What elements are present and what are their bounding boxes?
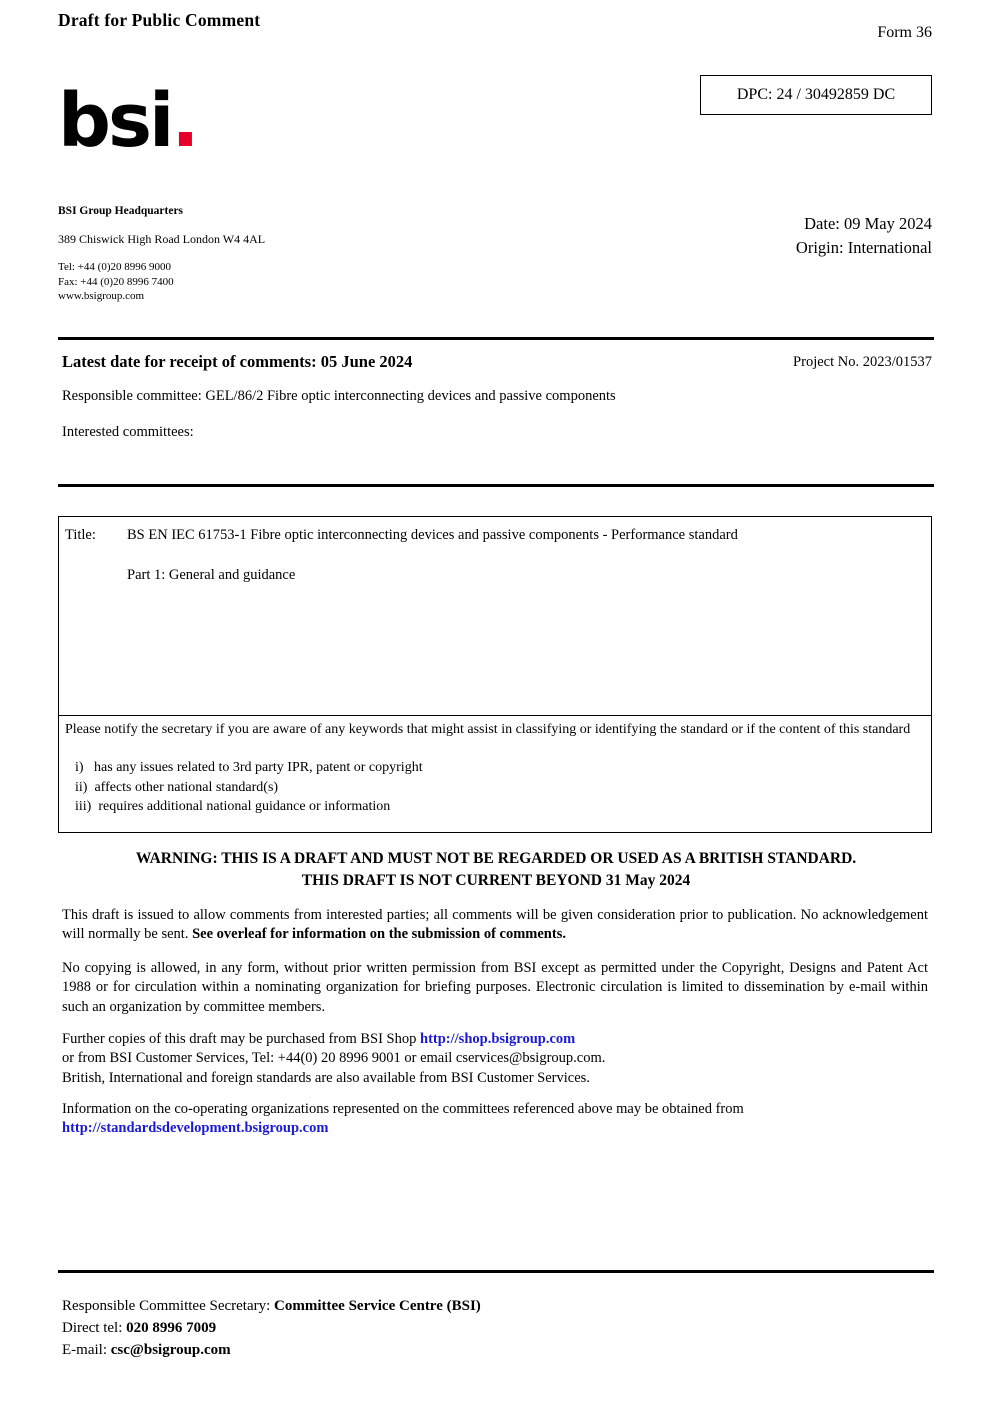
bsi-logo-dot: . (171, 78, 197, 164)
address-org: BSI Group Headquarters (58, 205, 184, 217)
address-tel: Tel: +44 (0)20 8996 9000 (58, 261, 171, 274)
bsi-logo (58, 78, 197, 164)
keywords-item-list (75, 758, 423, 817)
document-date: Date: 09 May 2024 (804, 214, 932, 233)
draft-title: Draft for Public Comment (58, 10, 261, 30)
keywords-intro: Please notify the secretary if you are aware of any keywords that might assist in classifying or identifying the standard or if the content of this standard (65, 722, 911, 737)
standard-title: BS EN IEC 61753-1 Fibre optic interconnecting devices and passive components - Performance standard (127, 527, 738, 543)
email-value[interactable]: csc@bsigroup.com (110, 1341, 231, 1358)
dpc-reference-box (700, 75, 932, 115)
standards-development-link[interactable]: http://standardsdevelopment.bsigroup.com (62, 1120, 329, 1137)
responsible-committee: Responsible committee: GEL/86/2 Fibre optic interconnecting devices and passive components (62, 388, 616, 404)
list-item: iii) requires additional national guidance or information (75, 799, 391, 815)
title-label: Title: (65, 527, 96, 543)
cooperating-orgs-text: Information on the co-operating organizations represented on the committees referenced above may be obtained from (62, 1101, 744, 1117)
copies-line-3: British, International and foreign standards are also available from BSI Customer Services. (62, 1069, 590, 1086)
form-number: Form 36 (877, 24, 932, 41)
page-content (58, 0, 934, 1358)
email-line (62, 1340, 481, 1362)
committee-secretary-line (62, 1296, 481, 1318)
paragraph-comments-emphasis: See overleaf for information on the submission of comments. (192, 926, 566, 943)
comments-band (58, 352, 934, 472)
email-label: E-mail: (62, 1341, 111, 1358)
address-contact (58, 260, 265, 303)
tel-label: Direct tel: (62, 1319, 127, 1336)
address-fax: Fax: +44 (0)20 8996 7400 (58, 275, 174, 288)
bsi-shop-link[interactable]: http://shop.bsigroup.com (420, 1031, 576, 1047)
date-origin-block (796, 212, 932, 260)
copies-text: Further copies of this draft may be purchased from BSI Shop (62, 1031, 420, 1047)
paragraph-copying: No copying is allowed, in any form, without prior written permission from BSI except as permitted under the Copyright, Designs and Patent Act 1988 or for circulation within a nominating organization for briefing purposes. Electronic circulation is limited to dissemination by e-mail within such an organization by committee members. (62, 960, 928, 1015)
paragraph-comments-text: This draft is issued to allow comments from interested parties; all comments will be given consideration prior to publication. No acknowledgement will normally be sent. (62, 907, 928, 943)
secretary-value: Committee Service Centre (BSI) (274, 1298, 481, 1314)
footer-block (62, 1296, 481, 1361)
paragraph-copies (62, 1030, 928, 1088)
divider-below-committees (58, 484, 934, 487)
title-box (58, 516, 932, 716)
bsi-logo-text: bsi (58, 78, 172, 164)
latest-comment-date: Latest date for receipt of comments: 05 June 2024 (62, 352, 413, 371)
warning-line-1: WARNING: THIS IS A DRAFT AND MUST NOT BE REGARDED OR USED AS A BRITISH STANDARD. (135, 850, 857, 867)
divider-footer (58, 1270, 934, 1273)
divider-top (58, 337, 934, 340)
tel-value: 020 8996 7009 (126, 1319, 217, 1336)
bsi-address-block (58, 204, 265, 303)
paragraph-comments (62, 906, 928, 945)
copies-line-2: or from BSI Customer Services, Tel: +44(0) 20 8996 9001 or email cservices@bsigroup.com. (62, 1050, 606, 1067)
copies-line-1 (62, 1030, 928, 1049)
list-item: i) has any issues related to 3rd party IPR, patent or copyright (75, 760, 423, 775)
list-item: ii) affects other national standard(s) (75, 779, 279, 795)
address-street: 389 Chiswick High Road London W4 4AL (58, 232, 266, 247)
paragraph-cooperating-orgs (62, 1100, 928, 1139)
direct-tel-line (62, 1318, 481, 1340)
address-web: www.bsigroup.com (58, 289, 145, 302)
interested-committees: Interested committees: (62, 424, 194, 440)
secretary-label: Responsible Committee Secretary: (62, 1298, 275, 1314)
page-header (58, 0, 934, 40)
project-number: Project No. 2023/01537 (793, 354, 932, 370)
dpc-reference: DPC: 24 / 30492859 DC (736, 86, 896, 103)
keywords-notice-box (58, 714, 932, 833)
warning-line-2: THIS DRAFT IS NOT CURRENT BEYOND 31 May 2024 (301, 872, 691, 889)
document-origin: Origin: International (795, 237, 932, 257)
draft-warning (58, 848, 934, 892)
standard-part: Part 1: General and guidance (127, 567, 296, 583)
